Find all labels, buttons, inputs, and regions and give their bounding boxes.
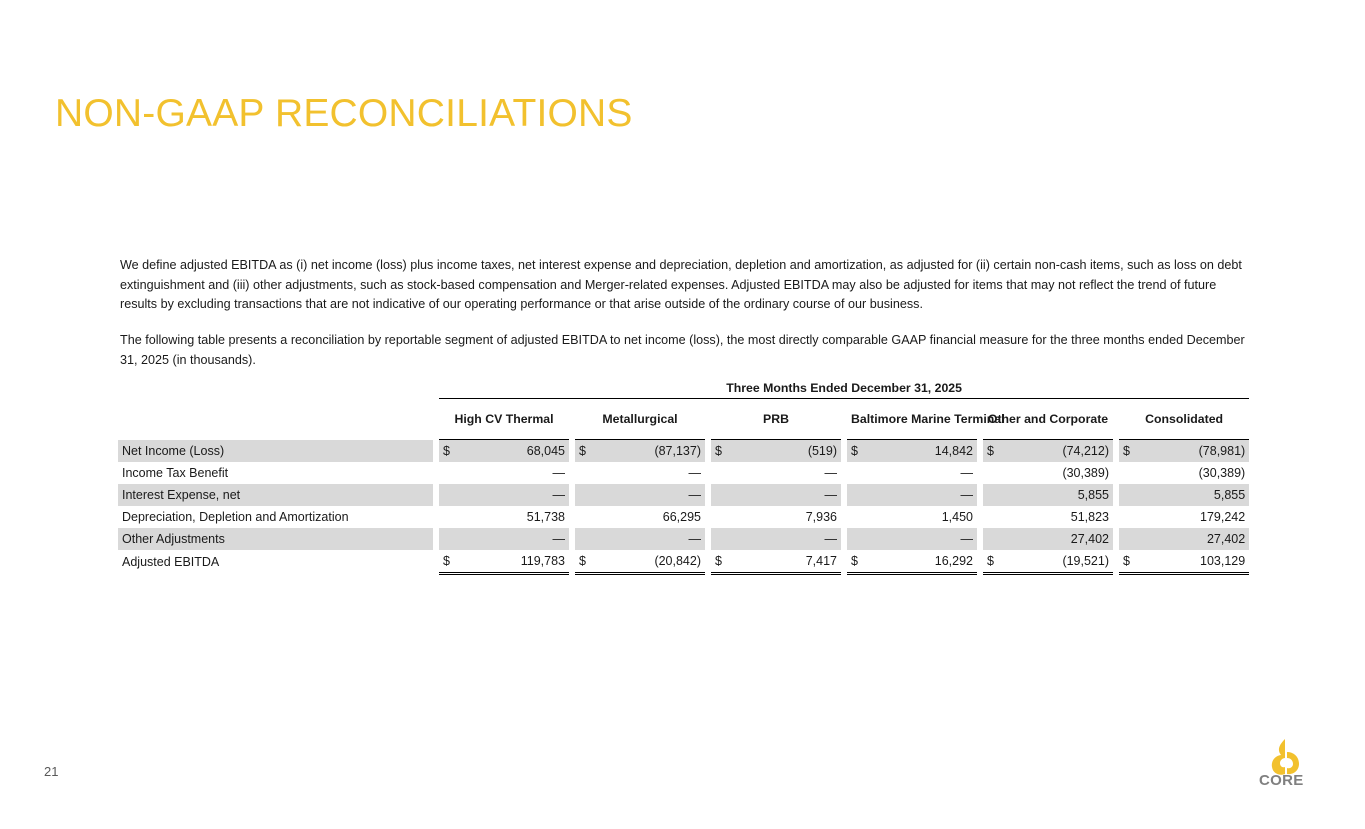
- column-header: Baltimore Marine Terminal: [847, 399, 977, 440]
- column-header: High CV Thermal: [439, 399, 569, 440]
- currency-symbol: $: [983, 440, 999, 463]
- currency-symbol: [983, 528, 999, 550]
- table-cell-value: —: [863, 528, 977, 550]
- currency-symbol: $: [575, 440, 591, 463]
- table-cell-value: (30,389): [1198, 466, 1246, 480]
- table-cell-value: 7,936: [805, 510, 837, 524]
- table-cell-value: —: [688, 466, 701, 480]
- table-cell-value: 66,295: [662, 510, 701, 524]
- table-cell-value: 68,045: [455, 440, 569, 463]
- currency-symbol: [439, 528, 455, 550]
- table-cell-value: 14,842: [863, 440, 977, 463]
- currency-symbol: [983, 506, 999, 528]
- definition-paragraph: We define adjusted EBITDA as (i) net income (loss) plus income taxes, net interest expense and depreciation, depletion and amortization, as adjusted for (ii) certain non-cash items, such as loss on debt extinguishment and (iii) other adjustments, such as stock-based compensation and Merger-related expenses. Adjusted EBITDA may also be adjusted for items that may not reflect the trend of future results by excluding transactions that are not indicative of our operating performance or that arise outside of the ordinary course of our business.: [120, 258, 1242, 311]
- row-label: Interest Expense, net: [118, 484, 433, 506]
- table-cell-value: —: [591, 484, 705, 506]
- currency-symbol: [1119, 484, 1135, 506]
- table-cell-value: —: [455, 528, 569, 550]
- reconciliation-table: [118, 377, 1249, 575]
- table-cell-value: (19,521): [999, 550, 1113, 574]
- currency-symbol: [575, 484, 591, 506]
- table-row: [118, 462, 1249, 484]
- row-label: Other Adjustments: [118, 528, 433, 550]
- currency-symbol: $: [439, 550, 455, 574]
- currency-symbol: $: [1119, 550, 1135, 574]
- currency-symbol: [847, 506, 863, 528]
- currency-symbol: [983, 462, 999, 484]
- table-row: [118, 484, 1249, 506]
- table-cell-value: (74,212): [999, 440, 1113, 463]
- currency-symbol: $: [711, 440, 727, 463]
- currency-symbol: $: [847, 440, 863, 463]
- table-row: [118, 550, 1249, 574]
- currency-symbol: [711, 528, 727, 550]
- currency-symbol: $: [439, 440, 455, 463]
- table-cell-value: 7,417: [727, 550, 841, 574]
- table-cell-value: (20,842): [591, 550, 705, 574]
- currency-symbol: [439, 484, 455, 506]
- logo-wordmark: CORE: [1259, 772, 1304, 789]
- table-cell-value: (519): [727, 440, 841, 463]
- table-cell-value: —: [727, 484, 841, 506]
- currency-symbol: [1119, 506, 1135, 528]
- table-cell-value: 27,402: [1135, 528, 1249, 550]
- page-title: NON-GAAP RECONCILIATIONS: [55, 92, 633, 135]
- currency-symbol: [711, 462, 727, 484]
- currency-symbol: [1119, 462, 1135, 484]
- table-cell-value: 51,823: [1070, 510, 1109, 524]
- currency-symbol: $: [983, 550, 999, 574]
- row-label: Adjusted EBITDA: [122, 554, 220, 569]
- table-row: [118, 506, 1249, 528]
- currency-symbol: [847, 528, 863, 550]
- table-cell-value: 1,450: [941, 510, 973, 524]
- column-header: Consolidated: [1119, 399, 1249, 440]
- table-cell-value: —: [591, 528, 705, 550]
- period-header: Three Months Ended December 31, 2025: [439, 377, 1249, 399]
- table-cell-value: (78,981): [1135, 440, 1249, 463]
- table-cell-value: 119,783: [455, 550, 569, 574]
- table-cell-value: —: [552, 466, 565, 480]
- currency-symbol: [575, 462, 591, 484]
- row-label: Net Income (Loss): [118, 440, 433, 463]
- currency-symbol: [575, 506, 591, 528]
- table-row: [118, 440, 1249, 463]
- table-cell-value: 5,855: [1135, 484, 1249, 506]
- table-cell-value: 16,292: [863, 550, 977, 574]
- column-header: Other and Corporate: [983, 399, 1113, 440]
- table-cell-value: —: [863, 484, 977, 506]
- table-cell-value: —: [727, 528, 841, 550]
- table-cell-value: 179,242: [1200, 510, 1246, 524]
- table-cell-value: (87,137): [591, 440, 705, 463]
- currency-symbol: [847, 484, 863, 506]
- column-header-row: [118, 399, 1249, 440]
- table-cell-value: 103,129: [1135, 550, 1249, 574]
- row-label: Income Tax Benefit: [122, 466, 229, 480]
- currency-symbol: [983, 484, 999, 506]
- table-cell-value: 27,402: [999, 528, 1113, 550]
- currency-symbol: [575, 528, 591, 550]
- table-cell-value: (30,389): [1062, 466, 1109, 480]
- currency-symbol: $: [575, 550, 591, 574]
- table-cell-value: 51,738: [526, 510, 565, 524]
- table-cell-value: —: [455, 484, 569, 506]
- currency-symbol: [711, 506, 727, 528]
- currency-symbol: [1119, 528, 1135, 550]
- currency-symbol: [439, 506, 455, 528]
- table-cell-value: —: [960, 466, 973, 480]
- row-label: Depreciation, Depletion and Amortization: [122, 510, 349, 524]
- page-number: 21: [44, 764, 59, 779]
- table-cell-value: 5,855: [999, 484, 1113, 506]
- currency-symbol: $: [847, 550, 863, 574]
- table-cell-value: —: [824, 466, 837, 480]
- currency-symbol: [847, 462, 863, 484]
- table-intro-paragraph: The following table presents a reconciliation by reportable segment of adjusted EBITDA to net income (loss), the most directly comparable GAAP financial measure for the three months ended December 31, 2025 (in thousands).: [120, 333, 1245, 367]
- currency-symbol: $: [1119, 440, 1135, 463]
- currency-symbol: [439, 462, 455, 484]
- currency-symbol: [711, 484, 727, 506]
- column-header: PRB: [711, 399, 841, 440]
- table-row: [118, 528, 1249, 550]
- currency-symbol: $: [711, 550, 727, 574]
- column-header: Metallurgical: [575, 399, 705, 440]
